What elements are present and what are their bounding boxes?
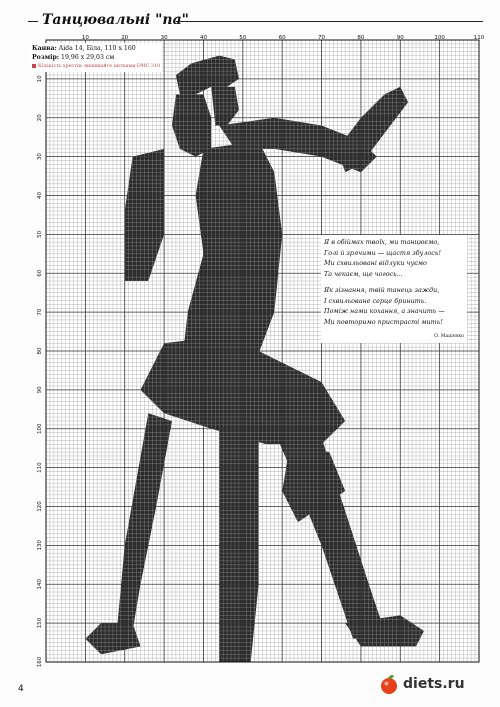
row-label: 60 <box>37 269 43 277</box>
canvas-key: Канва: <box>32 45 57 52</box>
row-label: 30 <box>37 153 43 161</box>
size-row <box>32 53 160 62</box>
pattern-info <box>30 43 162 72</box>
cross-stitch-chart <box>28 34 485 668</box>
title-bar <box>28 12 483 30</box>
poem-line: Поміж нами кохання, а значить — <box>324 307 445 315</box>
title-rule-left <box>28 21 38 22</box>
color-legend <box>32 62 160 71</box>
canvas-value: Aida 14, Біла, 110 x 160 <box>58 45 136 52</box>
poem-line: Ми схвильовані відлуки чуємо <box>324 259 427 267</box>
column-label: 30 <box>160 35 168 41</box>
legend-text: Кількість хрестів: вишивайте нитками DMC 310 <box>38 64 161 69</box>
title-rule-right <box>176 21 483 22</box>
poem-line: Та чекаєм, ще чогось... <box>324 269 403 278</box>
row-label: 90 <box>37 386 43 394</box>
size-key: Розмір: <box>32 54 60 61</box>
poem-line: І схвильоване серце бринить. <box>324 296 427 305</box>
row-label: 40 <box>37 192 43 199</box>
column-label: 110 <box>473 35 485 41</box>
legend-swatch <box>32 64 36 68</box>
poem-line: Ми повторимо пристрасті мить! <box>324 317 443 326</box>
row-label: 80 <box>37 347 43 355</box>
column-label: 100 <box>434 35 445 41</box>
column-label: 50 <box>239 35 247 41</box>
watermark-text: diets.ru <box>403 676 465 692</box>
row-label: 20 <box>37 114 43 122</box>
canvas-row <box>32 44 160 53</box>
row-label: 70 <box>37 308 43 316</box>
row-label: 150 <box>37 617 43 629</box>
column-label: 20 <box>121 35 129 41</box>
page-title: Танцювальні "па" <box>42 12 189 28</box>
row-label: 100 <box>37 423 43 435</box>
column-label: 90 <box>396 35 404 41</box>
apple-icon <box>378 673 400 695</box>
poem-stanza-2 <box>324 285 464 327</box>
row-label: 110 <box>37 462 43 473</box>
row-label: 120 <box>37 501 43 512</box>
row-label: 160 <box>37 656 43 668</box>
column-label: 40 <box>200 35 207 41</box>
column-label: 60 <box>278 35 286 41</box>
poem-line: Я в обіймах твоїх, ми танцюємо, <box>324 238 440 246</box>
poem-author: О. Мацієнко <box>434 334 464 339</box>
page-number: 4 <box>18 684 24 694</box>
poem-line: Голі й зрячими — щастя збулось! <box>324 248 441 257</box>
poem-box <box>321 235 467 343</box>
column-label: 10 <box>81 35 89 41</box>
poem-stanza-1 <box>324 237 464 279</box>
row-label: 140 <box>37 579 43 590</box>
chart-grid <box>28 34 485 668</box>
site-watermark[interactable] <box>378 672 465 696</box>
row-label: 50 <box>37 230 43 238</box>
column-label: 80 <box>357 35 365 41</box>
row-label: 10 <box>37 75 43 83</box>
poem-line: Як зізнання, твій танець зажди, <box>324 286 440 294</box>
row-label: 130 <box>37 540 44 551</box>
column-label: 70 <box>318 35 325 41</box>
size-value: 19,96 x 29,03 см <box>61 54 115 61</box>
